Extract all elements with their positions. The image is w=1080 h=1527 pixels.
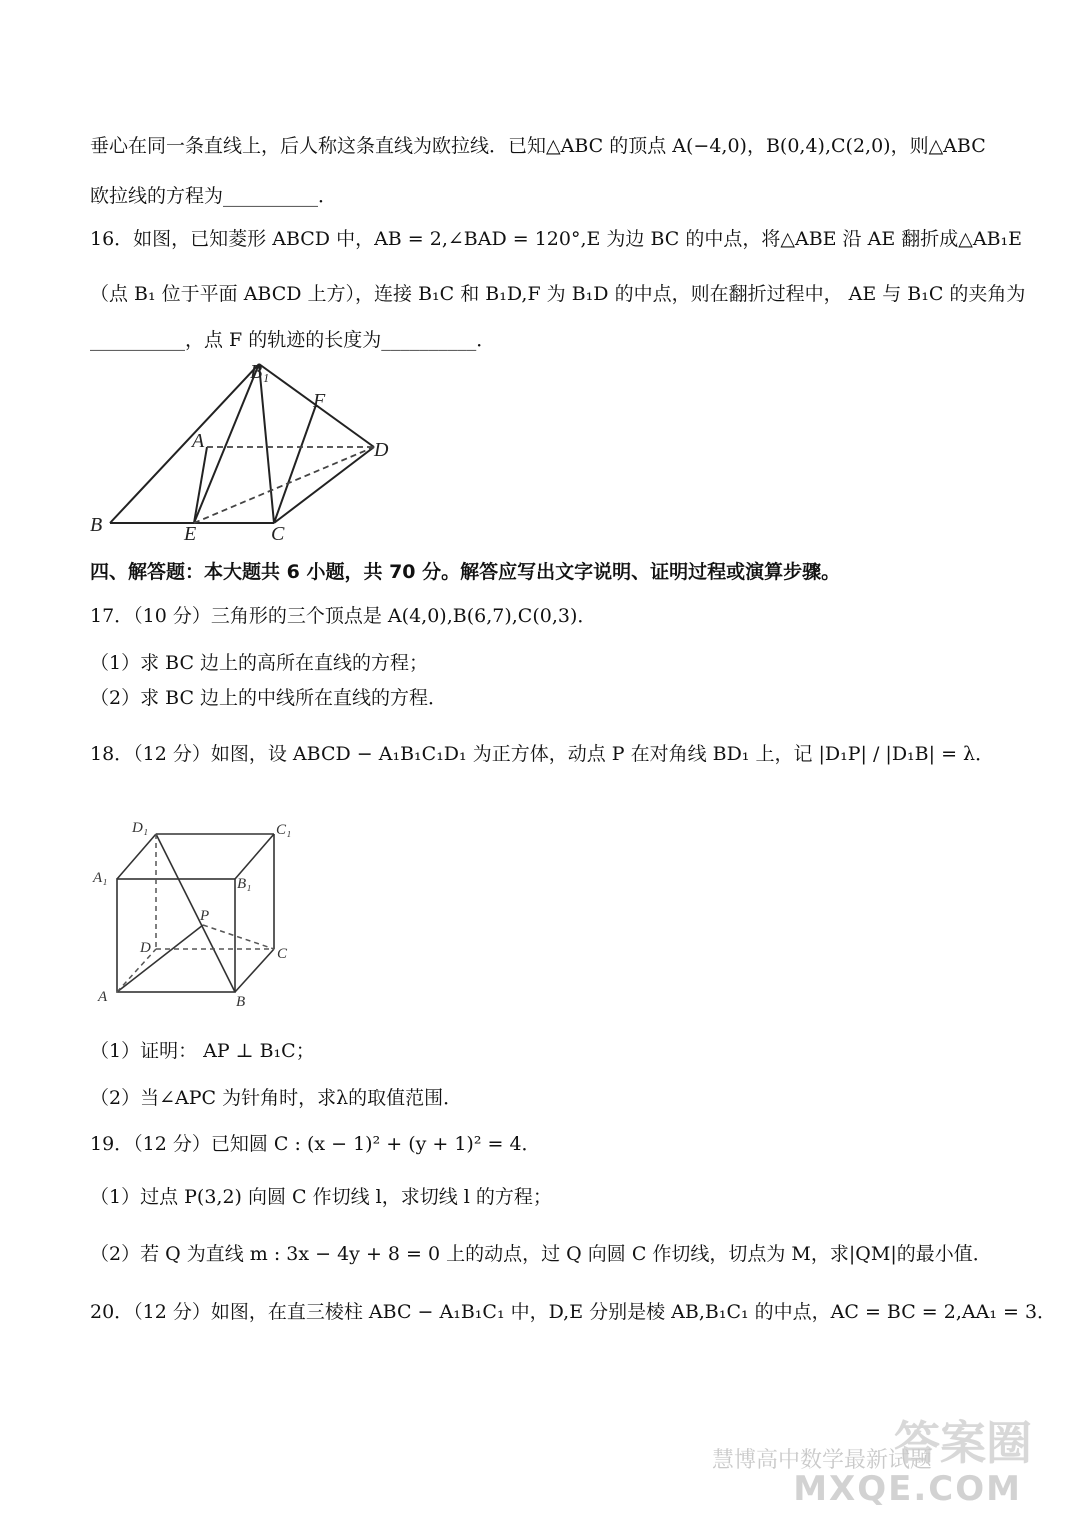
question-20: 20．（12 分）如图，在直三棱柱 ABC − A₁B₁C₁ 中，D,E 分别是棱 AB,B₁C₁ 的中点，AC = BC = 2,AA₁ = 3．: [90, 1301, 1057, 1323]
watermark: [711, 1407, 1052, 1517]
watermark-account: 慧博高中数学最新试题: [711, 1448, 932, 1473]
question-16-line3: __________，点 F 的轨迹的长度为__________．: [90, 329, 496, 351]
figure-18-cube: [92, 812, 312, 1012]
question-16-line1: 16．如图，已知菱形 ABCD 中，AB = 2,∠BAD = 120°,E 为边 BC 的中点，将△ABE 沿 AE 翻折成△AB₁E: [90, 228, 1023, 250]
label-B1: B₁: [250, 361, 270, 383]
label-B-cube: B: [236, 994, 246, 1010]
label-D: D: [374, 439, 389, 461]
text-line-euler-blank: 欧拉线的方程为__________．: [90, 185, 338, 207]
question-18: 18．（12 分）如图，设 ABCD − A₁B₁C₁D₁ 为正方体，动点 P 在对角线 BD₁ 上，记 |D₁P| / |D₁B| = λ．: [90, 743, 995, 765]
watermark-logo-text: 答案圈: [894, 1416, 1032, 1470]
label-F: F: [313, 390, 326, 412]
question-18-part1: （1）证明： AP ⊥ B₁C；: [90, 1040, 315, 1062]
label-A1: A₁: [93, 870, 108, 886]
question-19: 19．（12 分）已知圆 C : (x − 1)² + (y + 1)² = 4．: [90, 1133, 541, 1155]
section-4-heading: 四、解答题：本大题共 6 小题，共 70 分。解答应写出文字说明、证明过程或演算步骤。: [90, 561, 841, 583]
label-D-cube: D: [140, 940, 151, 956]
text-line-euler: 垂心在同一条直线上，后人称这条直线为欧拉线．已知△ABC 的顶点 A(−4,0)，B(0,4),C(2,0)，则△ABC: [90, 135, 986, 157]
question-17-part2: （2）求 BC 边上的中线所在直线的方程．: [90, 687, 448, 709]
question-18-part2: （2）当∠APC 为针角时，求λ的取值范围．: [90, 1087, 463, 1109]
question-17-part1: （1）求 BC 边上的高所在直线的方程；: [90, 652, 429, 674]
label-A: A: [192, 430, 205, 452]
label-C-cube: C: [277, 946, 288, 962]
figure-16-rhombus-fold: [86, 360, 406, 545]
watermark-site: MXQE.COM: [793, 1469, 1022, 1509]
label-P: P: [200, 908, 210, 924]
question-16-line2: （点 B₁ 位于平面 ABCD 上方），连接 B₁C 和 B₁D,F 为 B₁D 的中点，则在翻折过程中， AE 与 B₁C 的夹角为: [90, 283, 1026, 305]
question-17: 17．（10 分）三角形的三个顶点是 A(4,0),B(6,7),C(0,3)．: [90, 605, 597, 627]
label-B: B: [90, 514, 103, 536]
label-A-cube: A: [98, 989, 108, 1005]
label-E: E: [184, 523, 197, 545]
label-D1: D₁: [132, 820, 149, 836]
question-19-part2: （2）若 Q 为直线 m : 3x − 4y + 8 = 0 上的动点，过 Q 向圆 C 作切线，切点为 M，求|QM|的最小值．: [90, 1243, 992, 1265]
question-19-part1: （1）过点 P(3,2) 向圆 C 作切线 l，求切线 l 的方程；: [90, 1186, 552, 1208]
label-C1: C₁: [276, 822, 292, 838]
label-B1-cube: B₁: [237, 876, 252, 892]
label-C: C: [271, 523, 285, 545]
